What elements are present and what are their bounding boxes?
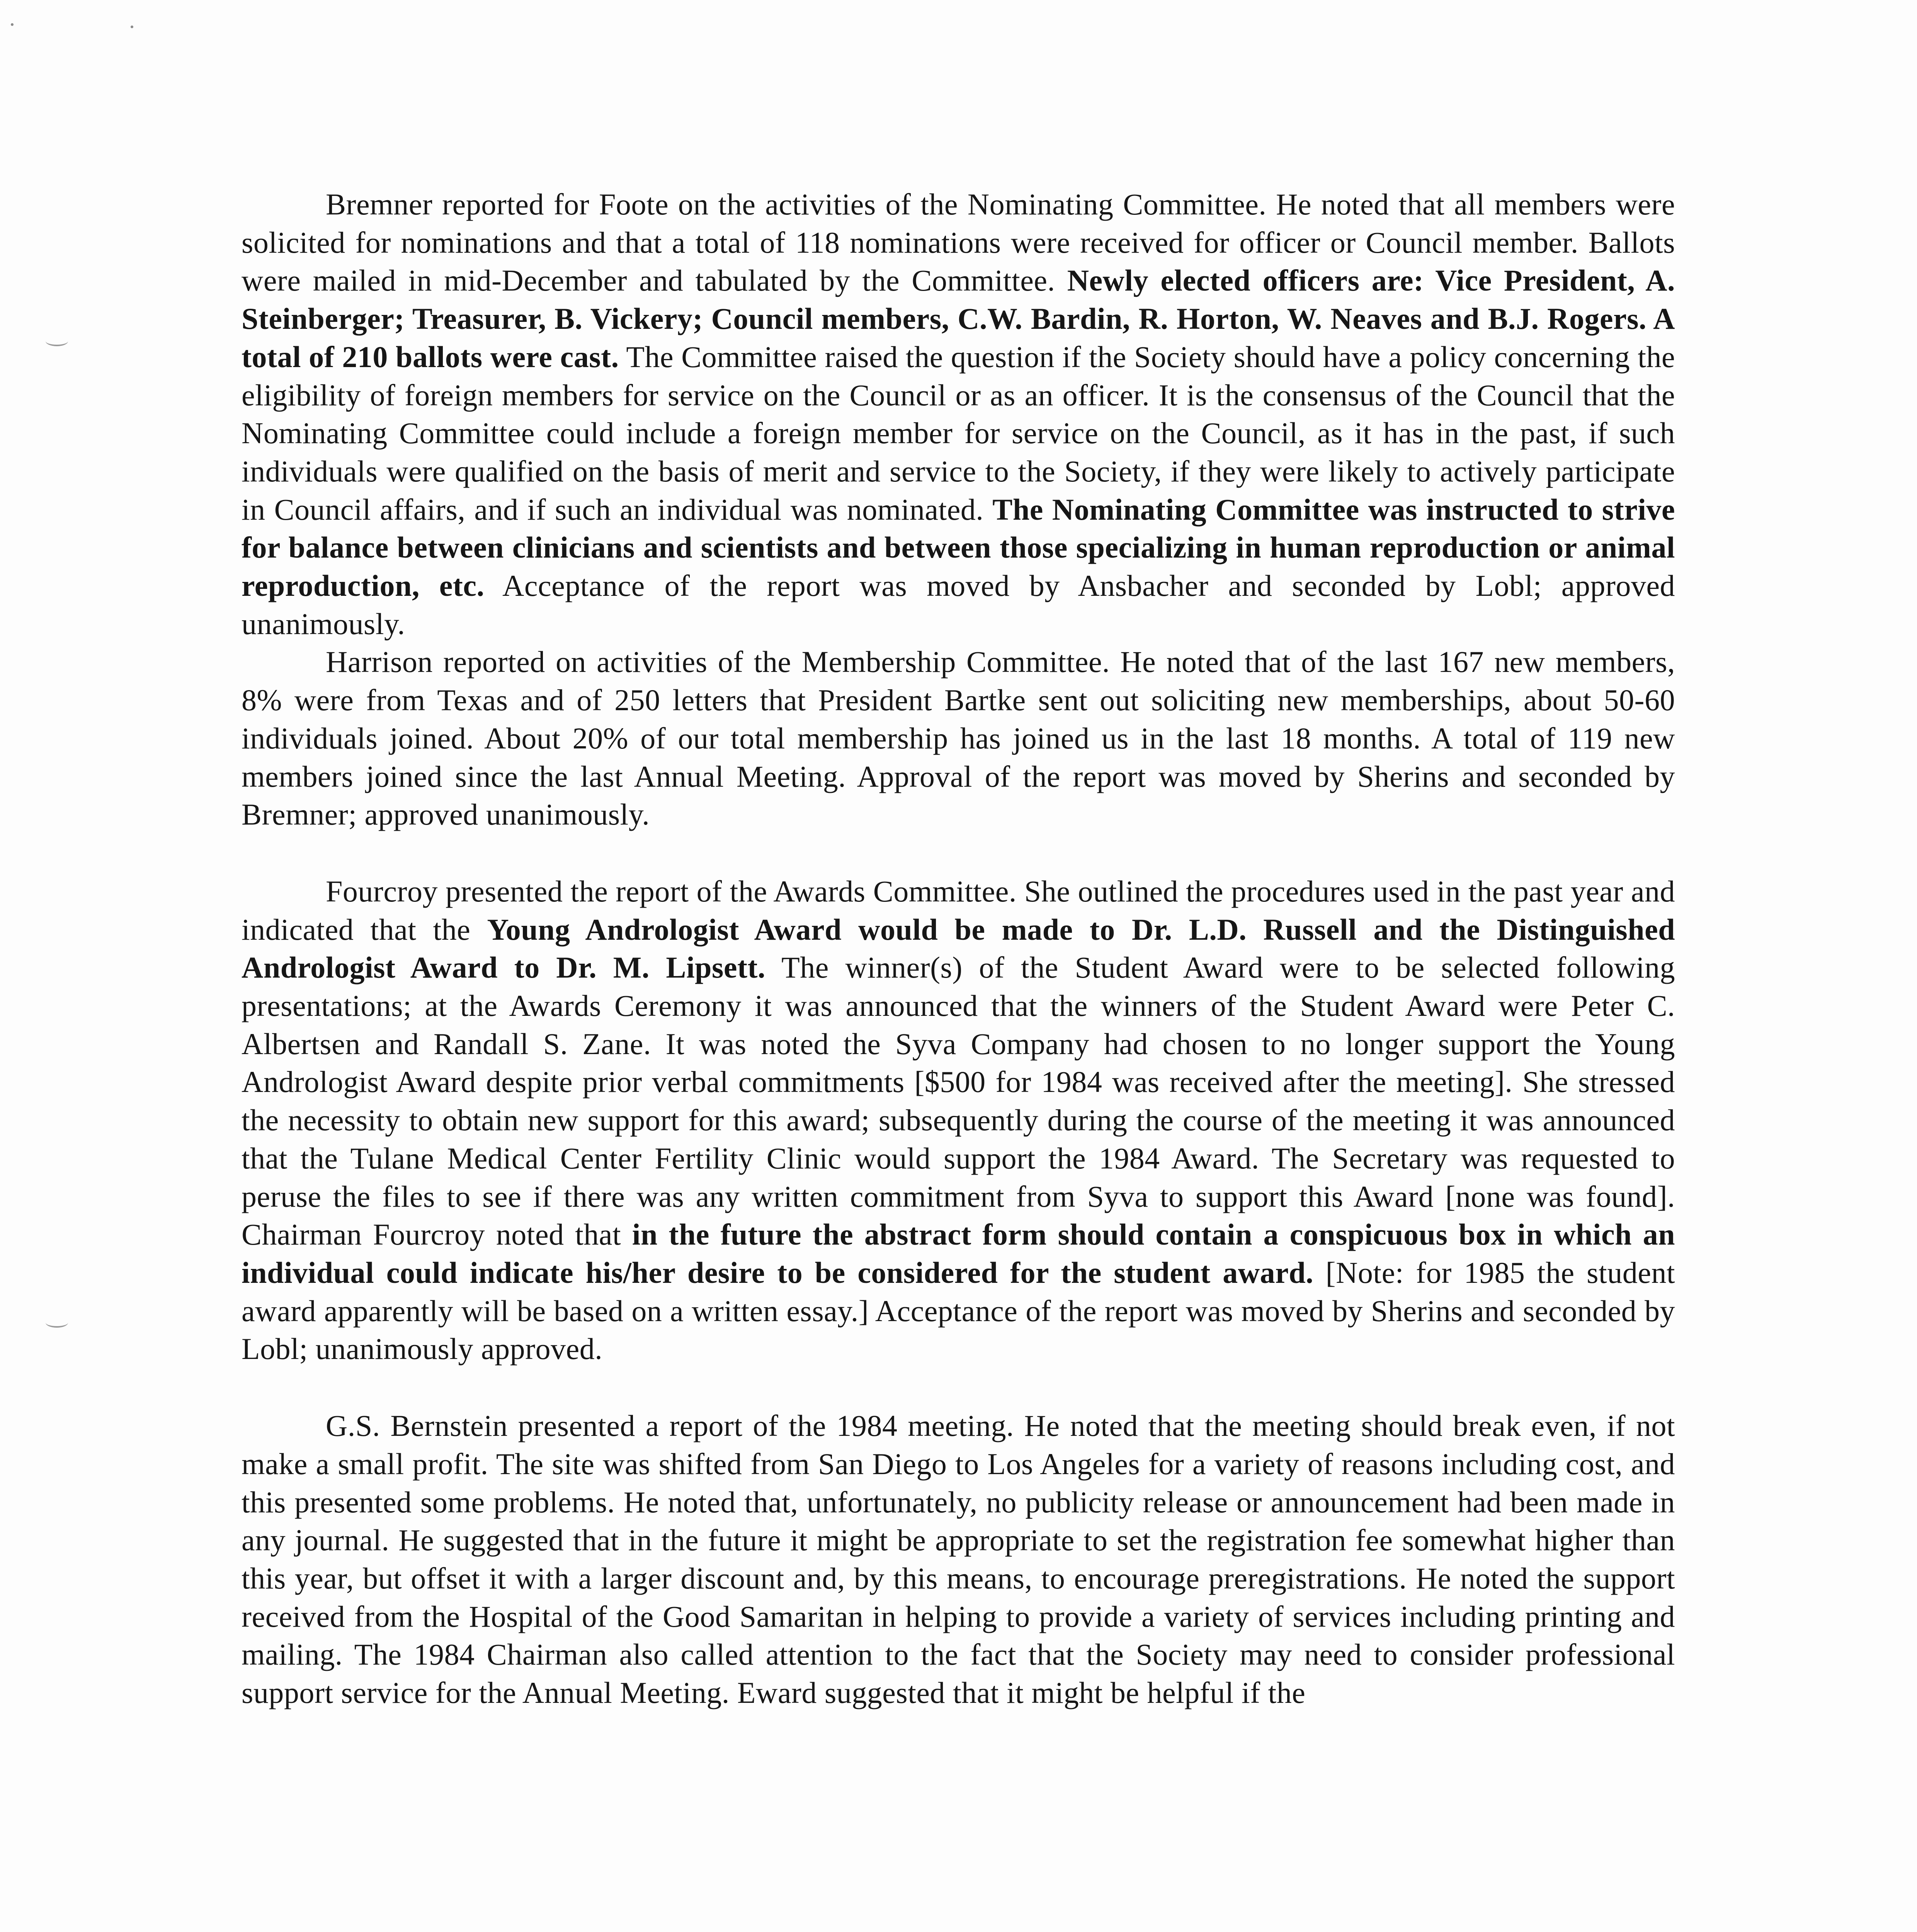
paragraph-text: The Committee raised the question if the Society should have a policy concerning the eligibility of foreign members for service on the Council or as an officer. It is the consensus of the Council that the Nominating Committee could include a foreign member for service on the Council, as it has in the past, if such individuals were qualified on the basis of merit and service to the Society, if they were likely to actively participate in Council affairs, and if such an individual was nominated. <box>242 340 1675 526</box>
scan-speck <box>11 23 14 26</box>
paragraph-bold-text: Newly elected officers are: Vice President, A. Steinberger; Treasurer, B. Vickery; Council members, C.W. Bardin, R. Horton, W. Neaves and B.J. Rogers. A total of 210 ballots were cast. <box>242 264 1675 374</box>
scan-speck <box>131 26 133 28</box>
paragraph-text: Acceptance of the report was moved by Ansbacher and seconded by Lobl; approved unanimously. <box>242 569 1675 641</box>
paragraph-bold-text: Young Andrologist Award would be made to Dr. L.D. Russell and the Distinguished Andrologist Award to Dr. M. Lipsett. <box>242 912 1675 985</box>
paragraph-nominating-committee <box>242 185 1675 643</box>
paragraph-text: Harrison reported on activities of the Membership Committee. He noted that of the last 167 new members, 8% were from Texas and of 250 letters that President Bartke sent out soliciting new memberships, about 50-60 individuals joined. About 20% of our total membership has joined us in the last 18 months. A total of 119 new members joined since the last Annual Meeting. Approval of the report was moved by Sherins and seconded by Bremner; approved unanimously. <box>242 645 1675 832</box>
body-text <box>242 185 1675 1712</box>
paragraph-spacer <box>242 1368 1675 1407</box>
paragraph-annual-meeting-report <box>242 1407 1675 1712</box>
scan-margin-mark <box>46 1318 68 1328</box>
paragraph-spacer <box>242 834 1675 872</box>
paragraph-bold-text: The Nominating Committee was instructed to strive for balance between clinicians and scientists and between those specializing in human reproduction or animal reproduction, etc. <box>242 492 1675 603</box>
paragraph-bold-text: in the future the abstract form should contain a conspicuous box in which an individual could indicate his/her desire to be considered for the student award. <box>242 1218 1675 1289</box>
paragraph-text: Bremner reported for Foote on the activities of the Nominating Committee. He noted that all members were solicited for nominations and that a total of 118 nominations were received for officer or Council member. Ballots were mailed in mid-December and tabulated by the Committee. <box>242 187 1675 298</box>
paragraph-awards-committee <box>242 872 1675 1368</box>
paragraph-text: The winner(s) of the Student Award were to be selected following presentations; at the Awards Ceremony it was announced that the winners of the Student Award were Peter C. Albertsen and Randall S. Zane. It was noted the Syva Company had chosen to no longer support the Young Andrologist Award despite prior verbal commitments [$500 for 1984 was received after the meeting]. She stressed the necessity to obtain new support for this award; subsequently during the course of the meeting it was announced that the Tulane Medical Center Fertility Clinic would support the 1984 Award. The Secretary was requested to peruse the files to see if there was any written commitment from Syva to support this Award [none was found]. Chairman Fourcroy noted that <box>242 951 1675 1252</box>
scan-margin-mark <box>46 336 68 346</box>
paragraph-text: G.S. Bernstein presented a report of the 1984 meeting. He noted that the meeting should break even, if not make a small profit. The site was shifted from San Diego to Los Angeles for a variety of reasons including cost, and this presented some problems. He noted that, unfortunately, no publicity release or announcement had been made in any journal. He suggested that in the future it might be appropriate to set the registration fee somewhat higher than this year, but offset it with a larger discount and, by this means, to encourage preregistrations. He noted the support received from the Hospital of the Good Samaritan in helping to provide a variety of services including printing and mailing. The 1984 Chairman also called attention to the fact that the Society may need to consider professional support service for the Annual Meeting. Eward suggested that it might be helpful if the <box>242 1409 1675 1710</box>
paragraph-membership-committee <box>242 643 1675 834</box>
paragraph-text: Fourcroy presented the report of the Awards Committee. She outlined the procedures used in the past year and indicated that the <box>242 874 1675 946</box>
paragraph-text: [Note: for 1985 the student award apparently will be based on a written essay.] Acceptance of the report was moved by Sherins and seconded by Lobl; unanimously approved. <box>242 1255 1675 1366</box>
